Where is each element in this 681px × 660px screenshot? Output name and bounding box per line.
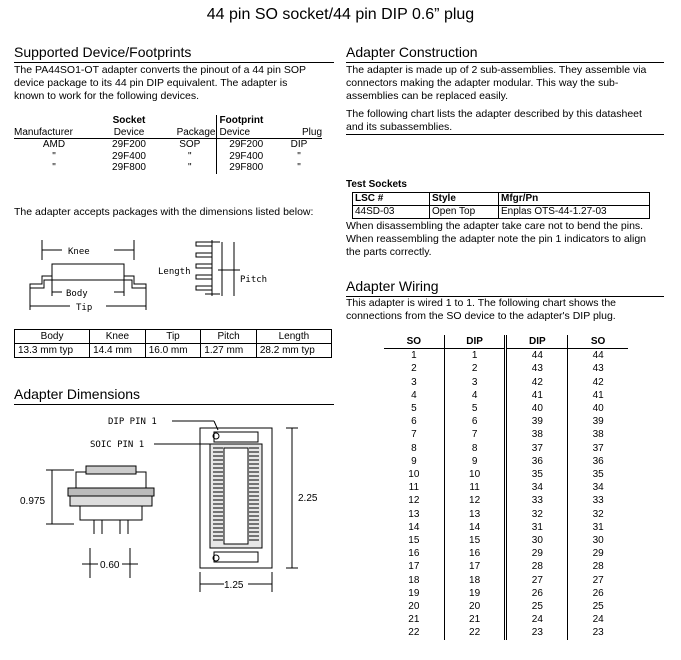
table-row <box>384 560 628 573</box>
wiring-cell: 19 <box>444 587 506 600</box>
wiring-header: SO <box>568 335 628 349</box>
wiring-cell: 28 <box>506 560 568 573</box>
board-width-dimension: 1.25 <box>224 580 244 591</box>
wiring-cell: 17 <box>384 560 444 573</box>
height-dimension: 0.975 <box>20 496 46 507</box>
wiring-cell: 29 <box>592 548 604 560</box>
wiring-cell: 14 <box>384 521 444 534</box>
body-label: Body <box>66 289 88 299</box>
dim-value: 13.3 mm typ <box>15 344 90 358</box>
note-line: When disassembling the adapter take care not to bend the pins. <box>346 220 644 232</box>
construction-para1 <box>346 64 646 103</box>
table-row <box>384 626 628 639</box>
adapter-dimensions-drawing <box>14 408 334 598</box>
col-header: Device <box>216 127 276 139</box>
para-line: connectors making the adapter modular. This way the sub- <box>346 77 619 89</box>
test-sockets-table <box>352 192 650 219</box>
col-header: Manufacturer <box>14 126 73 138</box>
wiring-header: DIP <box>506 335 568 349</box>
cell: DIP <box>290 139 308 150</box>
wiring-cell: 7 <box>444 428 506 441</box>
wiring-cell: 10 <box>384 468 444 481</box>
wiring-cell: 12 <box>444 494 506 507</box>
cell: " <box>297 150 301 162</box>
dim-header: Body <box>15 330 90 344</box>
wiring-cell: 23 <box>592 627 604 639</box>
wiring-cell: 29 <box>506 547 568 560</box>
ts-header: LSC # <box>353 193 430 206</box>
wiring-cell: 3 <box>444 376 506 389</box>
dip-pin1-label: DIP PIN 1 <box>108 417 157 427</box>
table-row <box>384 349 628 363</box>
cell: 29F400 <box>112 150 146 162</box>
accepts-text: The adapter accepts packages with the dimensions listed below: <box>14 206 314 218</box>
table-row <box>384 468 628 481</box>
wiring-cell: 18 <box>384 574 444 587</box>
wiring-cell: 2 <box>384 362 444 375</box>
wiring-cell: 13 <box>384 508 444 521</box>
cell: " <box>297 162 301 173</box>
supported-rule <box>14 62 334 63</box>
table-row <box>384 481 628 494</box>
table-row <box>384 547 628 560</box>
test-sockets-notes <box>346 220 646 259</box>
length-label: Length <box>158 267 191 277</box>
wiring-cell: 41 <box>592 389 604 401</box>
wiring-cell: 16 <box>444 547 506 560</box>
dim-value: 14.4 mm <box>90 344 146 358</box>
para-line: and its subassemblies. <box>346 121 453 133</box>
wiring-cell: 6 <box>444 415 506 428</box>
wiring-cell: 35 <box>506 468 568 481</box>
table-row <box>14 139 322 151</box>
table-row <box>14 151 322 163</box>
para-line: assemblies can be replaced easily. <box>346 90 509 102</box>
wiring-cell: 4 <box>384 389 444 402</box>
wiring-cell: 38 <box>506 428 568 441</box>
wiring-cell: 24 <box>506 613 568 626</box>
wiring-cell: 42 <box>506 376 568 389</box>
socket-group-header: Socket <box>112 115 146 126</box>
wiring-cell: 43 <box>592 363 604 375</box>
wiring-cell: 11 <box>444 481 506 494</box>
intro-line: connections from the SO device to the adapter's DIP plug. <box>346 310 616 322</box>
ts-cell: Open Top <box>430 206 499 219</box>
construction-rule <box>346 62 664 63</box>
wiring-cell: 11 <box>384 481 444 494</box>
intro-line: known to work for the following devices. <box>14 90 200 102</box>
table-row <box>384 428 628 441</box>
dimensions-heading: Adapter Dimensions <box>14 386 141 402</box>
wiring-cell: 13 <box>444 508 506 521</box>
wiring-cell: 20 <box>444 600 506 613</box>
dim-header: Tip <box>145 330 201 344</box>
dim-value: 1.27 mm <box>201 344 257 358</box>
wiring-cell: 25 <box>506 600 568 613</box>
cell: " <box>52 150 56 162</box>
wiring-cell: 40 <box>592 403 604 415</box>
col-header: Plug <box>301 126 322 138</box>
wiring-cell: 37 <box>506 442 568 455</box>
wiring-cell: 43 <box>506 362 568 375</box>
table-row <box>384 521 628 534</box>
wiring-header: SO <box>384 335 444 349</box>
col-header: Device <box>113 126 145 138</box>
para-line: The following chart lists the adapter described by this datasheet <box>346 108 642 120</box>
wiring-cell: 21 <box>384 613 444 626</box>
length-dimension: 2.25 <box>298 493 318 504</box>
knee-label: Knee <box>68 247 90 257</box>
table-row <box>14 162 322 174</box>
wiring-cell: 21 <box>444 613 506 626</box>
wiring-cell: 20 <box>384 600 444 613</box>
soic-pin1-label: SOIC PIN 1 <box>90 440 145 450</box>
test-sockets-heading: Test Sockets <box>346 179 407 190</box>
wiring-cell: 2 <box>444 362 506 375</box>
footprint-group-header: Footprint <box>216 115 276 127</box>
wiring-cell: 35 <box>592 469 604 481</box>
wiring-cell: 32 <box>506 508 568 521</box>
table-row <box>384 442 628 455</box>
wiring-cell: 8 <box>444 442 506 455</box>
para-line: The adapter is made up of 2 sub-assemblies. They assemble via <box>346 64 647 76</box>
wiring-cell: 34 <box>506 481 568 494</box>
device-table <box>14 115 322 174</box>
wiring-cell: 26 <box>506 587 568 600</box>
wiring-cell: 39 <box>506 415 568 428</box>
wiring-cell: 37 <box>592 442 604 454</box>
package-diagram <box>14 236 314 318</box>
wiring-cell: 24 <box>592 614 604 626</box>
ts-header: Mfgr/Pn <box>499 193 650 206</box>
wiring-cell: 30 <box>506 534 568 547</box>
table-row <box>384 362 628 375</box>
wiring-cell: 9 <box>384 455 444 468</box>
wiring-cell: 31 <box>592 521 604 533</box>
wiring-cell: 7 <box>384 428 444 441</box>
wiring-header: DIP <box>444 335 506 349</box>
cell: " <box>187 150 192 162</box>
dimensions-rule <box>14 404 334 405</box>
wiring-cell: 6 <box>384 415 444 428</box>
wiring-heading: Adapter Wiring <box>346 278 439 294</box>
construction-heading: Adapter Construction <box>346 44 478 60</box>
wiring-cell: 44 <box>592 350 604 362</box>
wiring-cell: 27 <box>506 574 568 587</box>
cell: 29F400 <box>216 151 276 163</box>
wiring-cell: 1 <box>444 349 506 363</box>
wiring-cell: 5 <box>384 402 444 415</box>
construction-divider <box>346 134 664 135</box>
wiring-cell: 41 <box>506 389 568 402</box>
table-row <box>384 376 628 389</box>
wiring-cell: 14 <box>444 521 506 534</box>
wiring-cell: 44 <box>506 349 568 363</box>
wiring-cell: 25 <box>592 601 604 613</box>
cell: 29F800 <box>112 162 146 173</box>
tip-label: Tip <box>76 303 93 313</box>
dim-value: 16.0 mm <box>145 344 201 358</box>
wiring-cell: 34 <box>592 482 604 494</box>
intro-line: This adapter is wired 1 to 1. The following chart shows the <box>346 297 617 309</box>
wiring-cell: 16 <box>384 547 444 560</box>
intro-line: device package to its 44 pin DIP equivalent. The adapter is <box>14 77 288 89</box>
wiring-cell: 9 <box>444 455 506 468</box>
cell: 29F200 <box>216 139 276 151</box>
wiring-cell: 28 <box>592 561 604 573</box>
wiring-cell: 36 <box>506 455 568 468</box>
wiring-cell: 38 <box>592 429 604 441</box>
wiring-cell: 22 <box>384 626 444 639</box>
wiring-cell: 10 <box>444 468 506 481</box>
note-line: When reassembling the adapter note the pin 1 indicators to align <box>346 233 647 245</box>
wiring-cell: 4 <box>444 389 506 402</box>
wiring-cell: 42 <box>592 376 604 388</box>
dim-header: Pitch <box>201 330 257 344</box>
ts-cell: 44SD-03 <box>353 206 430 219</box>
ts-cell: Enplas OTS-44-1.27-03 <box>499 206 650 219</box>
dim-header: Length <box>256 330 331 344</box>
table-row <box>384 494 628 507</box>
intro-line: The PA44SO1-OT adapter converts the pinout of a 44 pin SOP <box>14 64 307 76</box>
wiring-cell: 31 <box>506 521 568 534</box>
wiring-cell: 27 <box>592 574 604 586</box>
wiring-cell: 15 <box>444 534 506 547</box>
col-header: Package <box>176 126 216 138</box>
ts-header: Style <box>430 193 499 206</box>
cell: 29F800 <box>216 162 276 174</box>
table-row <box>384 389 628 402</box>
wiring-cell: 1 <box>384 349 444 363</box>
wiring-cell: 39 <box>592 416 604 428</box>
wiring-cell: 3 <box>384 376 444 389</box>
wiring-cell: 33 <box>506 494 568 507</box>
pitch-label: Pitch <box>240 275 268 285</box>
wiring-cell: 19 <box>384 587 444 600</box>
wiring-cell: 5 <box>444 402 506 415</box>
wiring-cell: 40 <box>506 402 568 415</box>
wiring-cell: 8 <box>384 442 444 455</box>
wiring-cell: 17 <box>444 560 506 573</box>
dim-value: 28.2 mm typ <box>256 344 331 358</box>
table-row <box>384 587 628 600</box>
dimension-table <box>14 329 332 358</box>
table-row <box>384 534 628 547</box>
wiring-cell: 12 <box>384 494 444 507</box>
table-row <box>384 402 628 415</box>
wiring-cell: 22 <box>444 626 506 639</box>
table-row <box>384 600 628 613</box>
cell: " <box>52 162 56 173</box>
cell: AMD <box>42 139 66 150</box>
wiring-table <box>384 335 628 640</box>
table-row <box>384 508 628 521</box>
wiring-cell: 32 <box>592 508 604 520</box>
wiring-cell: 30 <box>592 535 604 547</box>
table-row <box>384 415 628 428</box>
width-dimension: 0.60 <box>100 560 120 571</box>
wiring-cell: 18 <box>444 574 506 587</box>
cell: SOP <box>179 139 201 150</box>
table-row <box>384 574 628 587</box>
construction-para2 <box>346 108 642 134</box>
table-row <box>384 613 628 626</box>
supported-heading: Supported Device/Footprints <box>14 44 192 60</box>
note-line: the parts correctly. <box>346 246 432 258</box>
wiring-intro <box>346 297 616 323</box>
supported-intro <box>14 64 306 103</box>
wiring-cell: 36 <box>592 455 604 467</box>
wiring-cell: 23 <box>506 626 568 639</box>
table-row <box>384 455 628 468</box>
wiring-cell: 33 <box>592 495 604 507</box>
wiring-cell: 15 <box>384 534 444 547</box>
wiring-cell: 26 <box>592 587 604 599</box>
dim-header: Knee <box>90 330 146 344</box>
page-title: 44 pin SO socket/44 pin DIP 0.6” plug <box>206 6 475 23</box>
cell: 29F200 <box>112 139 146 150</box>
cell: " <box>187 162 192 173</box>
